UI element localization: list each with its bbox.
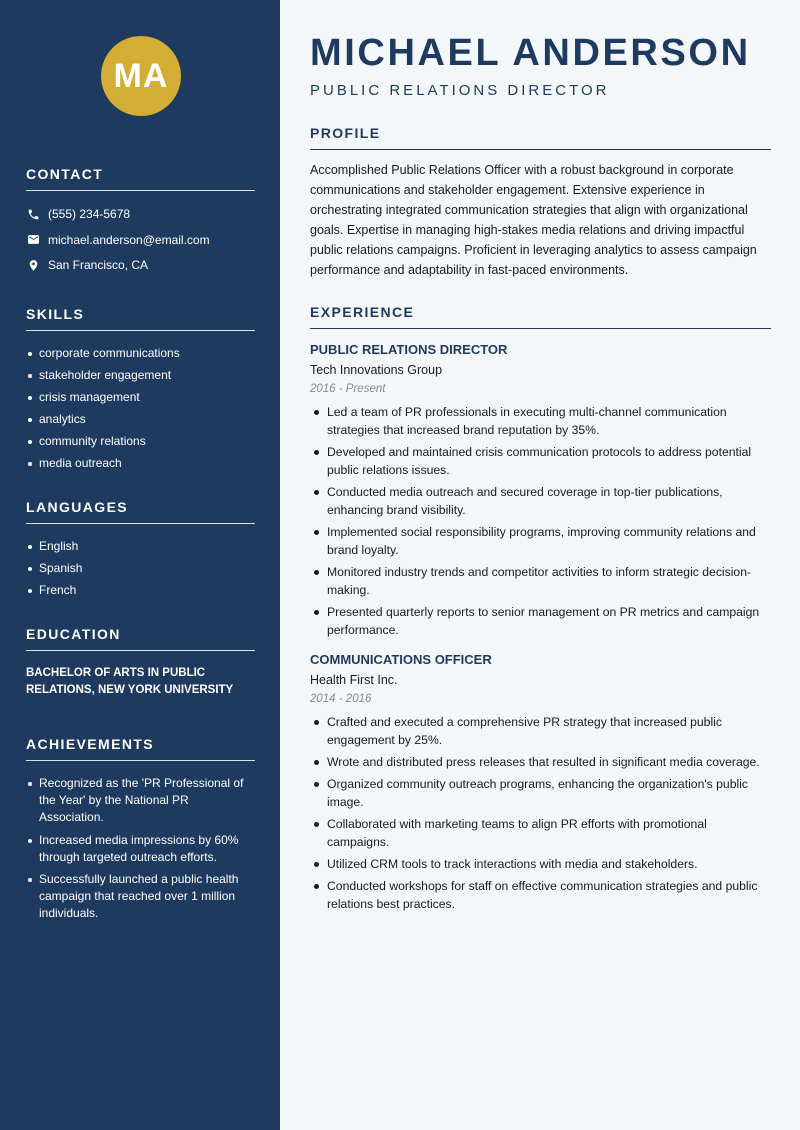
skill-item: community relations <box>26 433 255 450</box>
job-bullet: Utilized CRM tools to track interactions with media and stakeholders. <box>310 855 771 873</box>
sidebar <box>0 0 280 1130</box>
job-dates: 2016 - Present <box>310 383 386 395</box>
email-icon <box>26 233 40 247</box>
job-title: COMMUNICATIONS OFFICER <box>310 652 492 667</box>
contact-email <box>26 231 255 249</box>
job-bullets <box>310 403 771 639</box>
job-entry <box>310 342 771 639</box>
achievements-heading: ACHIEVEMENTS <box>26 736 255 761</box>
achievement-item: Successfully launched a public health campaign that reached over 1 million individuals. <box>26 871 255 922</box>
job-bullet: Collaborated with marketing teams to align PR efforts with promotional campaigns. <box>310 815 771 851</box>
achievements-list <box>26 775 255 922</box>
contact-heading: CONTACT <box>26 166 255 191</box>
languages-list <box>26 538 255 599</box>
achievements-section <box>26 736 255 922</box>
skill-item: analytics <box>26 411 255 428</box>
job-entry <box>310 652 771 913</box>
candidate-title: PUBLIC RELATIONS DIRECTOR <box>310 82 610 99</box>
profile-section <box>310 125 771 280</box>
job-bullet: Implemented social responsibility programs, improving community relations and brand loyalty. <box>310 523 771 559</box>
email-text: michael.anderson@email.com <box>48 232 210 247</box>
job-bullet: Conducted workshops for staff on effective communication strategies and public relations best practices. <box>310 877 771 913</box>
job-company: Tech Innovations Group <box>310 363 443 377</box>
skills-heading: SKILLS <box>26 306 255 331</box>
job-bullet: Crafted and executed a comprehensive PR strategy that increased public engagement by 25%. <box>310 713 771 749</box>
achievement-item: Recognized as the 'PR Professional of the Year' by the National PR Association. <box>26 775 255 826</box>
contact-location <box>26 256 255 274</box>
phone-icon <box>26 207 40 221</box>
experience-section <box>310 304 771 913</box>
profile-text: Accomplished Public Relations Officer with a robust background in corporate communications and stakeholder engagement. Extensive experience in orchestrating integrated communication strategies that align with organizational goals. Expertise in managing high-stakes media relations and driving impactful public relations campaigns. Proficient in leveraging analytics to assess campaign performance and adaptability in fast-paced environments. <box>310 163 757 277</box>
contact-section <box>26 166 255 274</box>
avatar-initials: MA <box>101 36 181 116</box>
job-bullet: Presented quarterly reports to senior management on PR metrics and campaign performance. <box>310 603 771 639</box>
profile-heading: PROFILE <box>310 125 771 150</box>
job-bullets <box>310 713 771 913</box>
job-company: Health First Inc. <box>310 673 398 687</box>
skill-item: stakeholder engagement <box>26 367 255 384</box>
skills-list <box>26 345 255 472</box>
main-content <box>280 0 800 1130</box>
education-degree: BACHELOR OF ARTS IN PUBLIC RELATIONS, NEW YORK UNIVERSITY <box>26 667 234 696</box>
education-heading: EDUCATION <box>26 626 255 651</box>
languages-heading: LANGUAGES <box>26 499 255 524</box>
job-title: PUBLIC RELATIONS DIRECTOR <box>310 342 508 357</box>
skills-section <box>26 306 255 472</box>
candidate-name: MICHAEL ANDERSON <box>310 32 751 74</box>
language-item: Spanish <box>26 560 255 577</box>
job-bullet: Wrote and distributed press releases that resulted in significant media coverage. <box>310 753 771 771</box>
experience-heading: EXPERIENCE <box>310 304 771 329</box>
language-item: French <box>26 582 255 599</box>
job-bullet: Monitored industry trends and competitor activities to inform strategic decision-making. <box>310 563 771 599</box>
skill-item: crisis management <box>26 389 255 406</box>
languages-section <box>26 499 255 599</box>
job-bullet: Developed and maintained crisis communication protocols to address potential public relations issues. <box>310 443 771 479</box>
achievement-item: Increased media impressions by 60% through targeted outreach efforts. <box>26 832 255 866</box>
education-section <box>26 626 255 699</box>
skill-item: media outreach <box>26 455 255 472</box>
skill-item: corporate communications <box>26 345 255 362</box>
job-bullet: Conducted media outreach and secured coverage in top-tier publications, enhancing brand visibility. <box>310 483 771 519</box>
job-bullet: Organized community outreach programs, enhancing the organization's public image. <box>310 775 771 811</box>
contact-phone <box>26 205 255 223</box>
job-bullet: Led a team of PR professionals in executing multi-channel communication strategies that increased brand reputation by 35%. <box>310 403 771 439</box>
job-dates: 2014 - 2016 <box>310 693 372 705</box>
location-pin-icon <box>26 258 40 272</box>
location-text: San Francisco, CA <box>48 258 149 272</box>
language-item: English <box>26 538 255 555</box>
phone-text: (555) 234-5678 <box>48 207 131 221</box>
